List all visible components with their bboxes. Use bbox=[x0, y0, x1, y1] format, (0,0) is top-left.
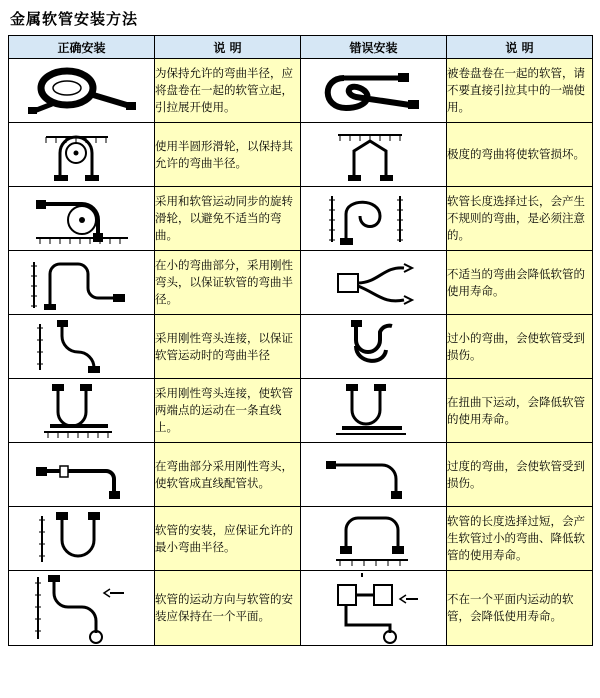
correct-note-cell: 采用刚性弯头连接，以保证软管运动时的弯曲半径 bbox=[155, 315, 301, 379]
table-row bbox=[9, 379, 593, 443]
correct-illustration-cell bbox=[9, 187, 155, 251]
table-header-row bbox=[9, 36, 593, 59]
correct-illustration-cell bbox=[9, 379, 155, 443]
table-header bbox=[9, 36, 593, 59]
table-row bbox=[9, 443, 593, 507]
header-wrong-install: 错误安装 bbox=[301, 36, 447, 59]
wrong-illustration-cell bbox=[301, 379, 447, 443]
header-correct-install: 正确安装 bbox=[9, 36, 155, 59]
long-hose-loop-icon bbox=[312, 190, 436, 248]
too-long-hose-icon bbox=[312, 510, 436, 568]
wrong-illustration-cell bbox=[301, 443, 447, 507]
coiled-hose-pulled-icon bbox=[314, 64, 434, 118]
page-title: 金属软管安装方法 bbox=[10, 10, 139, 28]
correct-note-cell: 为保持允许的弯曲半径，应将盘卷在一起的软管立起，引拉展开使用。 bbox=[155, 59, 301, 123]
wrong-note-cell: 被卷盘卷在一起的软管，请不要直接引拉其中的一端使用。 bbox=[447, 59, 593, 123]
table-row bbox=[9, 507, 593, 571]
table-row bbox=[9, 123, 593, 187]
correct-note-cell: 软管的安装，应保证允许的最小弯曲半径。 bbox=[155, 507, 301, 571]
wrong-illustration-cell bbox=[301, 507, 447, 571]
correct-illustration-cell bbox=[9, 59, 155, 123]
wrong-note-cell: 软管长度选择过长，会产生不规则的弯曲，是必须注意的。 bbox=[447, 187, 593, 251]
semicircle-pulley-icon bbox=[22, 127, 142, 183]
improper-bend-icon bbox=[312, 254, 436, 312]
twisted-u-bend-icon bbox=[312, 382, 436, 440]
correct-note-cell: 使用半圆形滑轮，以保持其允许的弯曲半径。 bbox=[155, 123, 301, 187]
correct-note-cell: 在小的弯曲部分，采用刚性弯头，以保证软管的弯曲半径。 bbox=[155, 251, 301, 315]
min-bend-radius-u-icon bbox=[20, 510, 144, 568]
out-of-plane-motion-icon bbox=[312, 571, 436, 645]
wrong-note-cell: 过度的弯曲，会使软管受到损伤。 bbox=[447, 443, 593, 507]
hose-installation-table bbox=[8, 35, 593, 646]
excessive-bend-icon bbox=[312, 449, 436, 501]
correct-illustration-cell bbox=[9, 571, 155, 646]
correct-note-cell: 在弯曲部分采用刚性弯头，使软管成直线配管状。 bbox=[155, 443, 301, 507]
coiled-hose-flat-icon bbox=[22, 64, 142, 118]
header-wrong-note: 说 明 bbox=[447, 36, 593, 59]
wrong-illustration-cell bbox=[301, 123, 447, 187]
rotating-pulley-chain-icon bbox=[20, 190, 144, 248]
correct-illustration-cell bbox=[9, 507, 155, 571]
table-row bbox=[9, 571, 593, 646]
wrong-illustration-cell bbox=[301, 251, 447, 315]
header-correct-note: 说 明 bbox=[155, 36, 301, 59]
wrong-illustration-cell bbox=[301, 59, 447, 123]
wrong-note-cell: 软管的长度选择过短，会产生软管过小的弯曲、降低软管的使用寿命。 bbox=[447, 507, 593, 571]
rigid-elbow-connection-icon bbox=[20, 318, 144, 376]
wrong-illustration-cell bbox=[301, 571, 447, 646]
wrong-note-cell: 过小的弯曲，会使软管受到损伤。 bbox=[447, 315, 593, 379]
correct-illustration-cell bbox=[9, 315, 155, 379]
same-plane-motion-icon bbox=[20, 571, 144, 645]
table-row bbox=[9, 187, 593, 251]
correct-illustration-cell bbox=[9, 251, 155, 315]
correct-illustration-cell bbox=[9, 123, 155, 187]
wrong-illustration-cell bbox=[301, 187, 447, 251]
wrong-note-cell: 在扭曲下运动，会降低软管的使用寿命。 bbox=[447, 379, 593, 443]
correct-note-cell: 采用和软管运动同步的旋转滑轮，以避免不适当的弯曲。 bbox=[155, 187, 301, 251]
straight-pipe-elbow-icon bbox=[20, 449, 144, 501]
table-body bbox=[9, 59, 593, 646]
table-row bbox=[9, 315, 593, 379]
wrong-note-cell: 极度的弯曲将使软管损坏。 bbox=[447, 123, 593, 187]
wrong-note-cell: 不在一个平面内运动的软管，会降低使用寿命。 bbox=[447, 571, 593, 646]
rigid-bend-small-radius-icon bbox=[20, 254, 144, 312]
wrong-illustration-cell bbox=[301, 315, 447, 379]
table-row bbox=[9, 251, 593, 315]
sharp-bend-pulley-icon bbox=[314, 127, 434, 183]
correct-note-cell: 软管的运动方向与软管的安装应保持在一个平面。 bbox=[155, 571, 301, 646]
table-row bbox=[9, 59, 593, 123]
wrong-note-cell: 不适当的弯曲会降低软管的使用寿命。 bbox=[447, 251, 593, 315]
too-small-bend-icon bbox=[312, 318, 436, 376]
correct-note-cell: 采用刚性弯头连接，使软管两端点的运动在一条直线上。 bbox=[155, 379, 301, 443]
u-bend-straight-line-icon bbox=[20, 382, 144, 440]
correct-illustration-cell bbox=[9, 443, 155, 507]
